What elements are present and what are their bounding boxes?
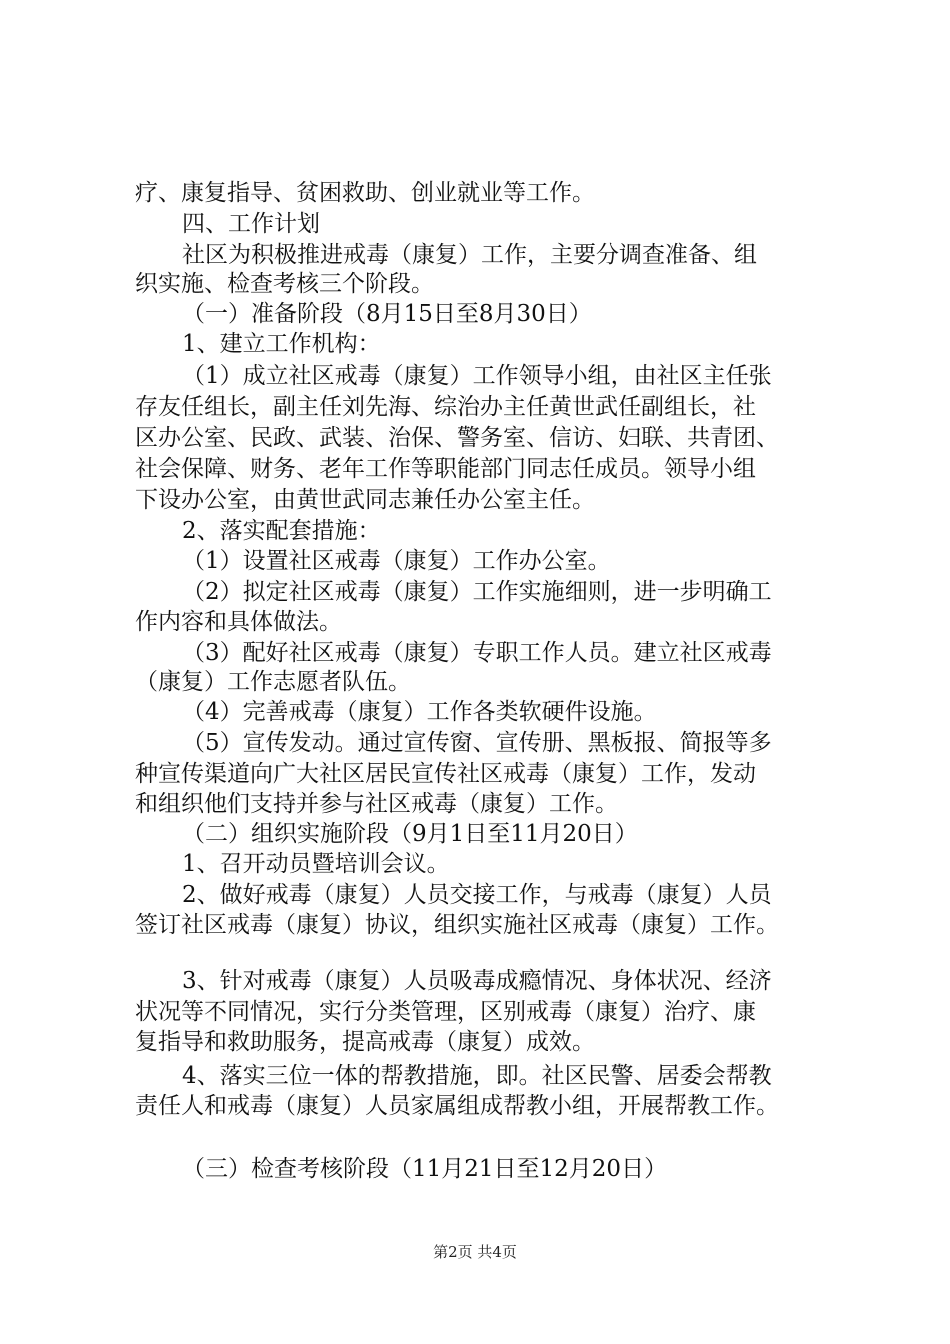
text-line: 签订社区戒毒（康复）协议，组织实施社区戒毒（康复）工作。 — [135, 912, 779, 938]
text-line: 1、召开动员暨培训会议。 — [182, 851, 450, 877]
subsection-heading: （三）检查考核阶段（11月21日至12月20日） — [182, 1156, 668, 1182]
text-line: 疗、康复指导、贫困救助、创业就业等工作。 — [135, 180, 595, 206]
text-line: 区办公室、民政、武装、治保、警务室、信访、妇联、共青团、 — [135, 425, 779, 451]
text-line: 社会保障、财务、老年工作等职能部门同志任成员。领导小组 — [135, 456, 756, 482]
text-line: 和组织他们支持并参与社区戒毒（康复）工作。 — [135, 791, 618, 817]
text-line: （5）宣传发动。通过宣传窗、宣传册、黑板报、简报等多 — [182, 730, 772, 756]
subsection-heading: （一）准备阶段（8月15日至8月30日） — [182, 301, 592, 327]
subsection-heading: （二）组织实施阶段（9月1日至11月20日） — [182, 821, 638, 847]
text-line: （康复）工作志愿者队伍。 — [135, 669, 411, 695]
text-line: 存友任组长，副主任刘先海、综治办主任黄世武任副组长，社 — [135, 394, 756, 420]
text-line: 2、做好戒毒（康复）人员交接工作，与戒毒（康复）人员 — [182, 882, 772, 908]
text-line: 3、针对戒毒（康复）人员吸毒成瘾情况、身体状况、经济 — [182, 968, 772, 994]
section-heading: 四、工作计划 — [182, 211, 320, 237]
text-line: 责任人和戒毒（康复）人员家属组成帮教小组，开展帮教工作。 — [135, 1093, 779, 1119]
text-line: （1）成立社区戒毒（康复）工作领导小组，由社区主任张 — [182, 363, 772, 389]
page-number-footer: 第2页 共4页 — [433, 1243, 517, 1261]
text-line: 种宣传渠道向广大社区居民宣传社区戒毒（康复）工作，发动 — [135, 761, 756, 787]
text-line: （1）设置社区戒毒（康复）工作办公室。 — [182, 548, 611, 574]
text-line: 社区为积极推进戒毒（康复）工作，主要分调查准备、组 — [182, 242, 757, 268]
text-line: 状况等不同情况，实行分类管理，区别戒毒（康复）治疗、康 — [135, 999, 756, 1025]
text-line: 下设办公室，由黄世武同志兼任办公室主任。 — [135, 487, 595, 513]
text-line: （2）拟定社区戒毒（康复）工作实施细则，进一步明确工 — [182, 579, 772, 605]
text-line: 复指导和救助服务，提高戒毒（康复）成效。 — [135, 1029, 595, 1055]
text-line: 作内容和具体做法。 — [135, 609, 342, 635]
text-line: 1、建立工作机构： — [182, 331, 381, 357]
text-line: 2、落实配套措施： — [182, 518, 381, 544]
text-line: 织实施、检查考核三个阶段。 — [135, 271, 434, 297]
text-line: 4、落实三位一体的帮教措施，即。社区民警、居委会帮教 — [182, 1063, 772, 1089]
text-line: （3）配好社区戒毒（康复）专职工作人员。建立社区戒毒 — [182, 640, 772, 666]
text-line: （4）完善戒毒（康复）工作各类软硬件设施。 — [182, 699, 657, 725]
